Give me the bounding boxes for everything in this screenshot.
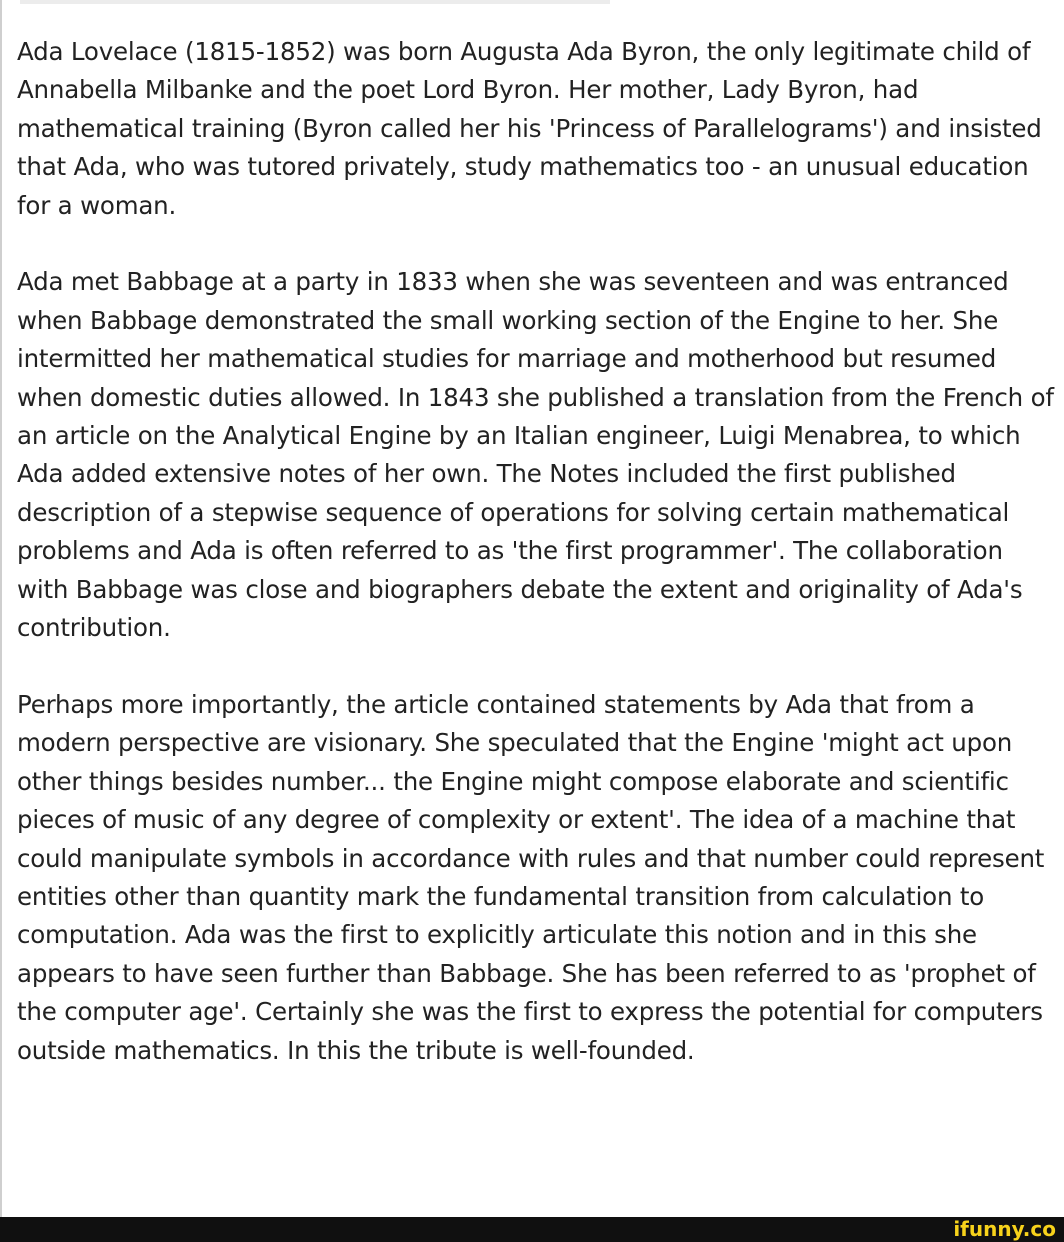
paragraph-visionary: Perhaps more importantly, the article contained statements by Ada that from a modern perspective are visionary. She speculated that the Engine 'might act upon other things besides number... the Engine might compose elaborate and scientific pieces of music of any degree of complexity or extent'. The idea of a machine that could manipulate symbols in accordance with rules and that number could represent entities other than quantity mark the fundamental transition from calculation to computation. Ada was the first to explicitly articulate this notion and in this she appears to have seen further than Babbage. She has been referred to as 'prophet of the computer age'. Certainly she was the first to express the potential for computers outside mathematics. In this the tribute is well-founded. bbox=[17, 689, 1045, 1065]
top-divider bbox=[20, 0, 610, 4]
paragraph-babbage: Ada met Babbage at a party in 1833 when she was seventeen and was entranced when Babbage demonstrated the small working section of the Engine to her. She intermitted her mathematical studies for marriage and motherhood but resumed when domestic duties allowed. In 1843 she published a translation from the French of an article on the Analytical Engine by an Italian engineer, Luigi Menabrea, to which Ada added extensive notes of her own. The Notes included the first published description of a stepwise sequence of operations for solving certain mathematical problems and Ada is often referred to as 'the first programmer'. The collaboration with Babbage was close and biographers debate the extent and originality of Ada's contribution. bbox=[17, 267, 1054, 643]
article-body bbox=[17, 33, 1061, 1108]
watermark-logo: ifunny.co bbox=[953, 1217, 1056, 1241]
paragraph-intro: Ada Lovelace (1815-1852) was born Augusta Ada Byron, the only legitimate child of Annabella Milbanke and the poet Lord Byron. Her mother, Lady Byron, had mathematical training (Byron called her his 'Princess of Parallelograms') and insisted that Ada, who was tutored privately, study mathematics too - an unusual education for a woman. bbox=[17, 37, 1042, 220]
footer-bar bbox=[0, 1217, 1064, 1242]
left-border bbox=[0, 0, 2, 1217]
